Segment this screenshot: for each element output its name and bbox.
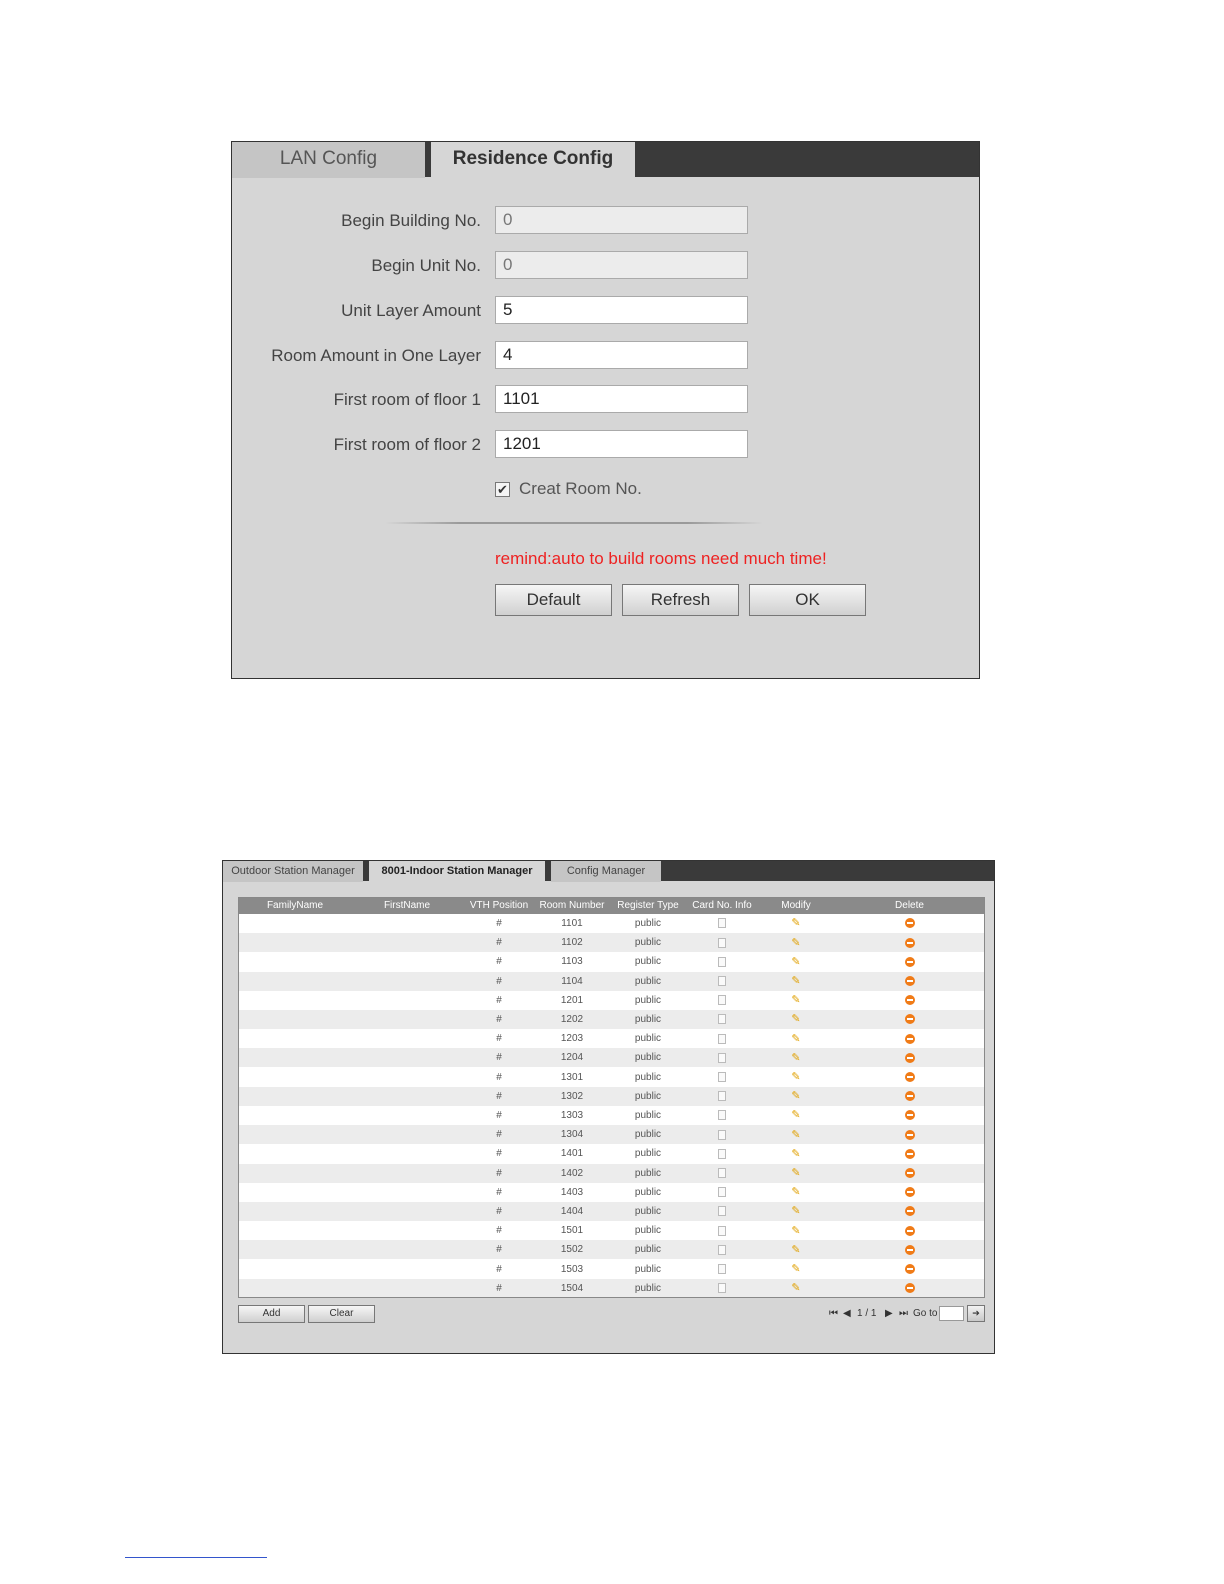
vth-position-cell: # (496, 1282, 502, 1294)
col-card-info: Card No. Info (692, 900, 752, 911)
vth-position-cell: # (496, 1129, 502, 1141)
card-info-cell (687, 1029, 757, 1048)
delete-cell (835, 1029, 984, 1048)
card-info-icon[interactable] (718, 1014, 726, 1024)
register-type-cell: public (634, 1052, 662, 1064)
register-type-cell: public (634, 1148, 662, 1160)
creat-room-checkbox[interactable]: ✔ (495, 482, 510, 497)
table-row[interactable] (239, 1144, 984, 1163)
room-number-cell: 1301 (560, 1071, 584, 1083)
pencil-icon[interactable]: ✎ (791, 1147, 801, 1160)
delete-icon[interactable] (905, 1072, 915, 1082)
col-family-name: FamilyName (266, 900, 324, 911)
table-row[interactable] (239, 1087, 984, 1106)
vth-position-cell: # (496, 1225, 502, 1237)
vth-position-cell: # (496, 1186, 502, 1198)
delete-cell (835, 914, 984, 933)
unit-layer-input[interactable]: 5 (495, 296, 748, 324)
prev-page-icon[interactable]: ◀ (843, 1308, 851, 1319)
modify-cell (757, 1279, 835, 1298)
card-info-icon[interactable] (718, 1091, 726, 1101)
vth-position-cell: # (496, 1148, 502, 1160)
room-number-cell: 1204 (560, 1052, 584, 1064)
card-info-icon[interactable] (718, 918, 726, 928)
delete-cell (835, 1048, 984, 1067)
delete-icon[interactable] (905, 957, 915, 967)
card-info-cell (687, 952, 757, 971)
pencil-icon[interactable]: ✎ (791, 955, 801, 968)
go-arrow-icon[interactable]: ➔ (967, 1305, 985, 1322)
delete-cell (835, 972, 984, 991)
delete-icon[interactable] (905, 976, 915, 986)
modify-cell (757, 1260, 835, 1279)
card-info-cell (687, 1125, 757, 1144)
delete-cell (835, 1087, 984, 1106)
table-row[interactable] (239, 1279, 984, 1298)
card-info-cell (687, 1221, 757, 1240)
modify-cell (757, 1010, 835, 1029)
add-button[interactable]: Add (238, 1305, 305, 1323)
pencil-icon[interactable]: ✎ (791, 1186, 801, 1199)
modify-cell (757, 1068, 835, 1087)
indoor-station-manager-panel (222, 860, 995, 1354)
table-row[interactable] (239, 1010, 984, 1029)
modify-cell (757, 914, 835, 933)
vth-position-cell: # (496, 1167, 502, 1179)
card-info-cell (687, 1010, 757, 1029)
card-info-cell (687, 1144, 757, 1163)
delete-icon[interactable] (905, 1168, 915, 1178)
modify-cell (757, 1029, 835, 1048)
room-number-cell: 1401 (560, 1148, 584, 1160)
modify-cell (757, 1202, 835, 1221)
first-room-floor1-input[interactable]: 1101 (495, 385, 748, 413)
pencil-icon[interactable]: ✎ (791, 1109, 801, 1122)
room-number-cell: 1404 (560, 1206, 584, 1217)
delete-cell (835, 1010, 984, 1029)
delete-icon[interactable] (905, 1110, 915, 1120)
pencil-icon[interactable]: ✎ (791, 1243, 801, 1256)
begin-unit-input[interactable]: 0 (495, 251, 748, 279)
divider (385, 522, 763, 524)
table-row[interactable] (239, 1029, 984, 1048)
delete-icon[interactable] (905, 1149, 915, 1159)
delete-cell (835, 933, 984, 952)
card-info-icon[interactable] (718, 957, 726, 967)
card-info-icon[interactable] (718, 1283, 726, 1293)
delete-icon[interactable] (905, 918, 915, 928)
card-info-cell (687, 1068, 757, 1087)
card-info-icon[interactable] (718, 1168, 726, 1178)
refresh-button[interactable]: Refresh (622, 584, 739, 616)
pencil-icon[interactable]: ✎ (791, 1282, 801, 1295)
register-type-cell: public (634, 1282, 662, 1294)
register-type-cell: public (634, 937, 662, 949)
delete-icon[interactable] (905, 1226, 915, 1236)
delete-cell (835, 1125, 984, 1144)
register-type-cell: public (634, 1110, 662, 1121)
room-number-cell: 1104 (561, 975, 583, 987)
tab-indoor-station-manager[interactable]: 8001-Indoor Station Manager (369, 861, 545, 882)
first-page-icon[interactable]: ⏮ (829, 1308, 838, 1319)
card-info-cell (687, 1048, 757, 1067)
pencil-icon[interactable]: ✎ (791, 1032, 801, 1045)
register-type-cell: public (634, 956, 662, 968)
card-info-icon[interactable] (718, 976, 726, 986)
room-number-cell: 1203 (560, 1033, 584, 1045)
vth-position-cell: # (496, 1206, 502, 1217)
card-info-cell (687, 1106, 757, 1125)
room-number-cell: 1403 (560, 1186, 584, 1198)
footer-link-underline[interactable] (125, 1557, 267, 1558)
col-delete: Delete (895, 900, 924, 911)
col-register-type: Register Type (617, 900, 679, 911)
modify-cell (757, 1106, 835, 1125)
card-info-cell (687, 933, 757, 952)
unit-layer-label: Unit Layer Amount (341, 301, 481, 320)
ok-button[interactable]: OK (749, 584, 866, 616)
delete-icon[interactable] (905, 938, 915, 948)
delete-cell (835, 1260, 984, 1279)
delete-cell (835, 1068, 984, 1087)
table-row[interactable] (239, 952, 984, 971)
register-type-cell: public (634, 1225, 662, 1237)
vth-position-cell: # (496, 937, 502, 949)
card-info-icon[interactable] (718, 938, 726, 948)
table-row[interactable] (239, 1260, 984, 1279)
page-indicator: 1 / 1 (857, 1308, 877, 1319)
modify-cell (757, 1240, 835, 1259)
vth-position-cell: # (496, 1090, 502, 1102)
register-type-cell: public (634, 975, 662, 987)
modify-cell (757, 1221, 835, 1240)
pencil-icon[interactable]: ✎ (791, 1262, 801, 1275)
remind-text: remind:auto to build rooms need much time! (495, 549, 827, 568)
pencil-icon[interactable]: ✎ (791, 1013, 801, 1026)
register-type-cell: public (634, 1033, 662, 1045)
tab-residence-config[interactable]: Residence Config (431, 142, 635, 178)
card-info-cell (687, 1260, 757, 1279)
card-info-icon[interactable] (718, 1206, 726, 1216)
room-number-cell: 1402 (560, 1167, 584, 1179)
pencil-icon[interactable]: ✎ (791, 1051, 801, 1064)
residence-config-panel (231, 141, 980, 679)
register-type-cell: public (634, 1263, 662, 1275)
col-vth-position: VTH Position (469, 900, 529, 911)
vth-position-cell: # (496, 1052, 502, 1064)
modify-cell (757, 972, 835, 991)
card-info-icon[interactable] (718, 1034, 726, 1044)
pencil-icon[interactable]: ✎ (791, 917, 801, 930)
room-number-cell: 1201 (560, 994, 584, 1006)
room-number-cell: 1501 (560, 1225, 584, 1237)
card-info-cell (687, 972, 757, 991)
card-info-icon[interactable] (718, 1149, 726, 1159)
pencil-icon[interactable]: ✎ (791, 1205, 801, 1218)
vth-position-cell: # (496, 975, 502, 987)
card-info-icon[interactable] (718, 1245, 726, 1255)
room-number-cell: 1103 (561, 956, 583, 968)
vth-position-cell: # (496, 994, 502, 1006)
table-row[interactable] (239, 914, 984, 933)
vth-position-cell: # (496, 1263, 502, 1275)
card-info-icon[interactable] (718, 1264, 726, 1274)
vth-position-cell: # (496, 1244, 502, 1256)
card-info-icon[interactable] (718, 1226, 726, 1236)
delete-cell (835, 1202, 984, 1221)
room-number-cell: 1503 (560, 1263, 584, 1275)
room-number-cell: 1101 (561, 918, 583, 929)
room-number-cell: 1502 (560, 1244, 584, 1256)
modify-cell (757, 933, 835, 952)
next-page-icon[interactable]: ▶ (885, 1308, 893, 1319)
register-type-cell: public (634, 918, 662, 929)
col-room-number: Room Number (539, 900, 605, 911)
card-info-cell (687, 991, 757, 1010)
begin-building-label: Begin Building No. (341, 211, 481, 230)
room-number-cell: 1102 (561, 937, 583, 949)
table-row[interactable] (239, 1221, 984, 1240)
first-room-floor2-input[interactable]: 1201 (495, 430, 748, 458)
begin-building-input[interactable]: 0 (495, 206, 748, 234)
vth-position-cell: # (496, 1033, 502, 1045)
table-row[interactable] (239, 1048, 984, 1067)
table-row[interactable] (239, 1164, 984, 1183)
card-info-icon[interactable] (718, 1053, 726, 1063)
tab-lan-config[interactable]: LAN Config (232, 142, 425, 178)
tab-config-manager[interactable]: Config Manager (551, 861, 661, 882)
vth-position-cell: # (496, 918, 502, 929)
register-type-cell: public (634, 1071, 662, 1083)
card-info-cell (687, 1183, 757, 1202)
pencil-icon[interactable]: ✎ (791, 1166, 801, 1179)
table-row[interactable] (239, 1106, 984, 1125)
delete-cell (835, 1183, 984, 1202)
pencil-icon[interactable]: ✎ (791, 974, 801, 987)
modify-cell (757, 1125, 835, 1144)
default-button[interactable]: Default (495, 584, 612, 616)
card-info-cell (687, 1164, 757, 1183)
table-header (239, 898, 984, 914)
card-info-cell (687, 1087, 757, 1106)
col-first-name: FirstName (383, 900, 431, 911)
table-row[interactable] (239, 1202, 984, 1221)
room-number-cell: 1504 (560, 1282, 584, 1294)
vth-position-cell: # (496, 956, 502, 968)
modify-cell (757, 1164, 835, 1183)
modify-cell (757, 991, 835, 1010)
delete-cell (835, 1240, 984, 1259)
delete-icon[interactable] (905, 1245, 915, 1255)
tab-outdoor-station-manager[interactable]: Outdoor Station Manager (223, 861, 363, 882)
first-room-floor1-label: First room of floor 1 (333, 390, 481, 409)
card-info-icon[interactable] (718, 1130, 726, 1140)
room-table (238, 897, 985, 1298)
modify-cell (757, 1048, 835, 1067)
delete-cell (835, 991, 984, 1010)
card-info-icon[interactable] (718, 1110, 726, 1120)
pencil-icon[interactable]: ✎ (791, 1090, 801, 1103)
room-amount-label: Room Amount in One Layer (271, 346, 481, 365)
room-amount-input[interactable]: 4 (495, 341, 748, 369)
first-room-floor2-label: First room of floor 2 (333, 435, 481, 454)
modify-cell (757, 1183, 835, 1202)
modify-cell (757, 952, 835, 971)
pencil-icon[interactable]: ✎ (791, 1128, 801, 1141)
delete-icon[interactable] (905, 995, 915, 1005)
begin-unit-label: Begin Unit No. (371, 256, 481, 275)
vth-position-cell: # (496, 1071, 502, 1083)
table-row[interactable] (239, 1240, 984, 1259)
vth-position-cell: # (496, 1014, 502, 1025)
delete-cell (835, 1279, 984, 1298)
col-modify: Modify (781, 900, 811, 911)
vth-position-cell: # (496, 1110, 502, 1121)
delete-icon[interactable] (905, 1283, 915, 1293)
delete-icon[interactable] (905, 1091, 915, 1101)
delete-cell (835, 952, 984, 971)
delete-icon[interactable] (905, 1034, 915, 1044)
modify-cell (757, 1144, 835, 1163)
register-type-cell: public (634, 1186, 662, 1198)
delete-icon[interactable] (905, 1130, 915, 1140)
card-info-cell (687, 1240, 757, 1259)
pencil-icon[interactable]: ✎ (791, 1070, 801, 1083)
card-info-icon[interactable] (718, 995, 726, 1005)
room-number-cell: 1302 (560, 1090, 584, 1102)
table-row[interactable] (239, 991, 984, 1010)
delete-cell (835, 1164, 984, 1183)
last-page-icon[interactable]: ⏭ (899, 1308, 908, 1319)
delete-icon[interactable] (905, 1206, 915, 1216)
register-type-cell: public (634, 1206, 662, 1217)
card-info-cell (687, 1279, 757, 1298)
pencil-icon[interactable]: ✎ (791, 1224, 801, 1237)
card-info-cell (687, 1202, 757, 1221)
table-row[interactable] (239, 933, 984, 952)
goto-label: Go to (913, 1308, 938, 1319)
table-row[interactable] (239, 1125, 984, 1144)
card-info-cell (687, 914, 757, 933)
register-type-cell: public (634, 994, 662, 1006)
register-type-cell: public (634, 1090, 662, 1102)
delete-icon[interactable] (905, 1014, 915, 1024)
register-type-cell: public (634, 1129, 662, 1141)
table-row[interactable] (239, 1068, 984, 1087)
delete-icon[interactable] (905, 1264, 915, 1274)
delete-icon[interactable] (905, 1187, 915, 1197)
card-info-icon[interactable] (718, 1187, 726, 1197)
room-number-cell: 1304 (560, 1129, 584, 1141)
delete-cell (835, 1144, 984, 1163)
register-type-cell: public (634, 1014, 662, 1025)
pencil-icon[interactable]: ✎ (791, 994, 801, 1007)
pencil-icon[interactable]: ✎ (791, 936, 801, 949)
table-row[interactable] (239, 1183, 984, 1202)
creat-room-label: Creat Room No. (519, 479, 642, 498)
delete-cell (835, 1221, 984, 1240)
register-type-cell: public (634, 1167, 662, 1179)
goto-input[interactable] (939, 1306, 964, 1321)
delete-icon[interactable] (905, 1053, 915, 1063)
modify-cell (757, 1087, 835, 1106)
register-type-cell: public (634, 1244, 662, 1256)
room-number-cell: 1202 (560, 1014, 584, 1025)
table-row[interactable] (239, 972, 984, 991)
card-info-icon[interactable] (718, 1072, 726, 1082)
delete-cell (835, 1106, 984, 1125)
clear-button[interactable]: Clear (308, 1305, 375, 1323)
room-number-cell: 1303 (560, 1110, 584, 1121)
